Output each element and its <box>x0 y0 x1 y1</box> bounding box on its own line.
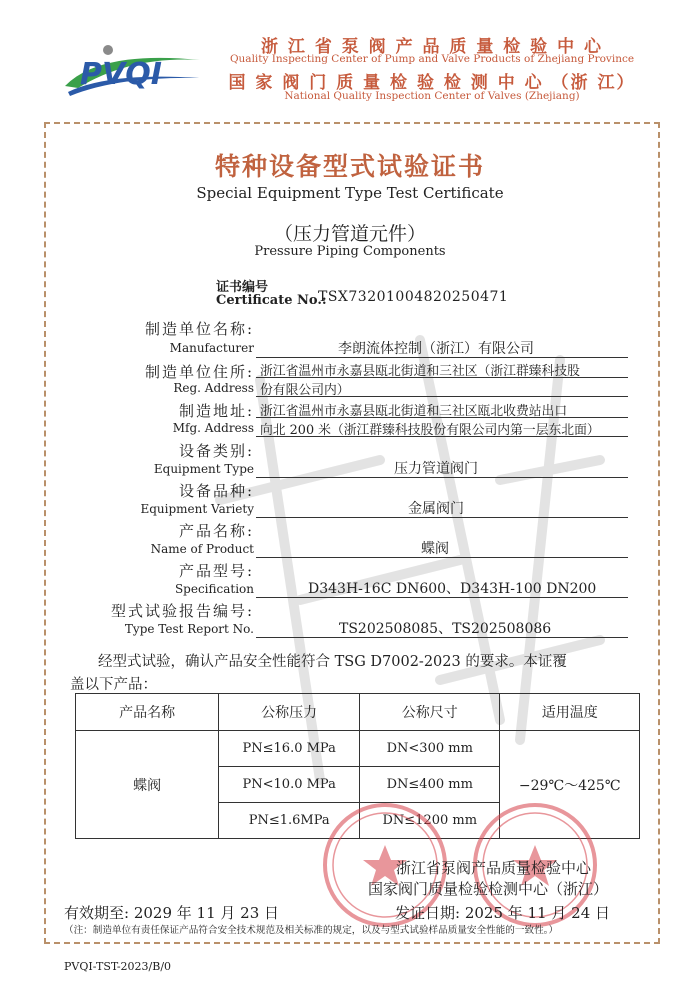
table-size-cell: DN≤400 mm <box>360 767 500 803</box>
table-header-size: 公称尺寸 <box>360 694 500 731</box>
specification-label-en: Specification <box>174 582 254 596</box>
reg-address-label-cn: 制造单位住所: <box>144 363 254 381</box>
table-temperature-cell: −29℃～425℃ <box>500 731 640 839</box>
product-name-label-en: Name of Product <box>150 542 254 556</box>
product-name-label-cn: 产品名称: <box>178 522 254 540</box>
specification-label-cn: 产品型号: <box>178 562 254 580</box>
equipment-type-line <box>256 477 628 478</box>
mfg-address-line2: 向北 200 米（浙江群臻科技股份有限公司内第一层东北面） <box>260 423 600 438</box>
report-no-line <box>256 637 628 638</box>
manufacturer-line <box>256 357 628 358</box>
table-size-cell: DN<300 mm <box>360 731 500 767</box>
mfg-address-label-en: Mfg. Address <box>172 421 254 435</box>
equipment-variety-label-cn: 设备品种: <box>178 482 254 500</box>
mfg-address-line-a <box>256 417 628 418</box>
mfg-address-line1: 浙江省温州市永嘉县瓯北街道和三社区瓯北收费站出口 <box>260 404 568 419</box>
report-no-label-en: Type Test Report No. <box>124 622 254 636</box>
mfg-address-label-cn: 制造地址: <box>178 402 254 420</box>
footnote: （注：制造单位有责任保证产品符合安全技术规范及相关标准的规定，以及与型式试验样品质量安全性能的一致性。） <box>64 925 559 936</box>
header-cn-line2: 国 家 阀 门 质 量 检 验 检 测 中 心 （浙 江） <box>228 73 636 93</box>
statement-line1: 经型式试验，确认产品安全性能符合 TSG D7002-2023 的要求。本证覆 <box>98 654 567 670</box>
statement-line2: 盖以下产品： <box>70 677 157 693</box>
issuer-line2: 国家阀门质量检验检测中心（浙江） <box>368 880 609 898</box>
manufacturer-label-en: Manufacturer <box>169 341 254 355</box>
certificate-number-label-en: Certificate No.: <box>216 293 327 308</box>
logo-text: PVQI <box>80 57 162 92</box>
table-pressure-cell: PN≤16.0 MPa <box>219 731 360 767</box>
header-cn-line1: 浙 江 省 泵 阀 产 品 质 量 检 验 中 心 <box>260 37 604 57</box>
certificate-title-en: Special Equipment Type Test Certificate <box>196 184 504 202</box>
table-pressure-cell: PN<10.0 MPa <box>219 767 360 803</box>
equipment-variety-value: 金属阀门 <box>408 501 464 517</box>
reg-address-line2: 份有限公司内） <box>260 383 350 398</box>
table-header-row <box>76 694 640 731</box>
validity-value: 2029 年 11 月 23 日 <box>133 904 280 922</box>
pvqi-logo <box>60 42 210 100</box>
specification-line <box>256 597 628 598</box>
equipment-type-label-cn: 设备类别: <box>178 442 254 460</box>
header-en-line2: National Quality Inspection Center of Valves (Zhejiang) <box>284 90 580 102</box>
document-code: PVQI-TST-2023/B/0 <box>64 960 172 973</box>
validity-date <box>64 902 279 923</box>
equipment-type-label-en: Equipment Type <box>153 462 254 476</box>
reg-address-line-a <box>256 377 628 378</box>
report-no-label-cn: 型式试验报告编号: <box>110 602 254 620</box>
issue-date-value: 2025 年 11 月 24 日 <box>464 904 611 922</box>
product-name-line <box>256 557 628 558</box>
issue-date-label: 发证日期: <box>395 904 461 922</box>
mfg-address-line-b <box>256 436 628 437</box>
certificate-subtitle-cn: （压力管道元件） <box>273 223 426 245</box>
reg-address-line1: 浙江省温州市永嘉县瓯北街道和三社区（浙江群臻科技股 <box>260 364 580 379</box>
product-name-value: 蝶阀 <box>421 541 449 557</box>
certificate-subtitle-en: Pressure Piping Components <box>254 244 446 259</box>
equipment-variety-line <box>256 517 628 518</box>
manufacturer-value: 李朗流体控制（浙江）有限公司 <box>338 341 534 357</box>
reg-address-label-en: Reg. Address <box>173 381 254 395</box>
table-header-pressure: 公称压力 <box>219 694 360 731</box>
manufacturer-label-cn: 制造单位名称: <box>144 320 254 338</box>
table-row <box>76 731 640 767</box>
header-en-line1: Quality Inspecting Center of Pump and Valve Products of Zhejiang Province <box>229 53 635 65</box>
equipment-variety-label-en: Equipment Variety <box>140 502 254 516</box>
certificate-title-cn: 特种设备型式试验证书 <box>214 152 485 181</box>
table-header-product: 产品名称 <box>76 694 219 731</box>
table-pressure-cell: PN≤1.6MPa <box>219 803 360 839</box>
validity-label: 有效期至: <box>64 904 130 922</box>
equipment-type-value: 压力管道阀门 <box>394 461 478 477</box>
table-product-cell: 蝶阀 <box>76 731 219 839</box>
table-size-cell: DN≤1200 mm <box>360 803 500 839</box>
table-header-temperature: 适用温度 <box>500 694 640 731</box>
report-no-value: TS202508085、TS202508086 <box>339 621 552 637</box>
reg-address-line-b <box>256 396 628 397</box>
specification-value: D343H-16C DN600、D343H-100 DN200 <box>308 581 597 597</box>
issuer-line1: 浙江省泵阀产品质量检验中心 <box>396 859 592 877</box>
issue-date <box>395 902 610 923</box>
certificate-number-label-cn: 证书编号 <box>216 280 269 295</box>
certificate-number: TSX73201004820250471 <box>318 289 509 305</box>
